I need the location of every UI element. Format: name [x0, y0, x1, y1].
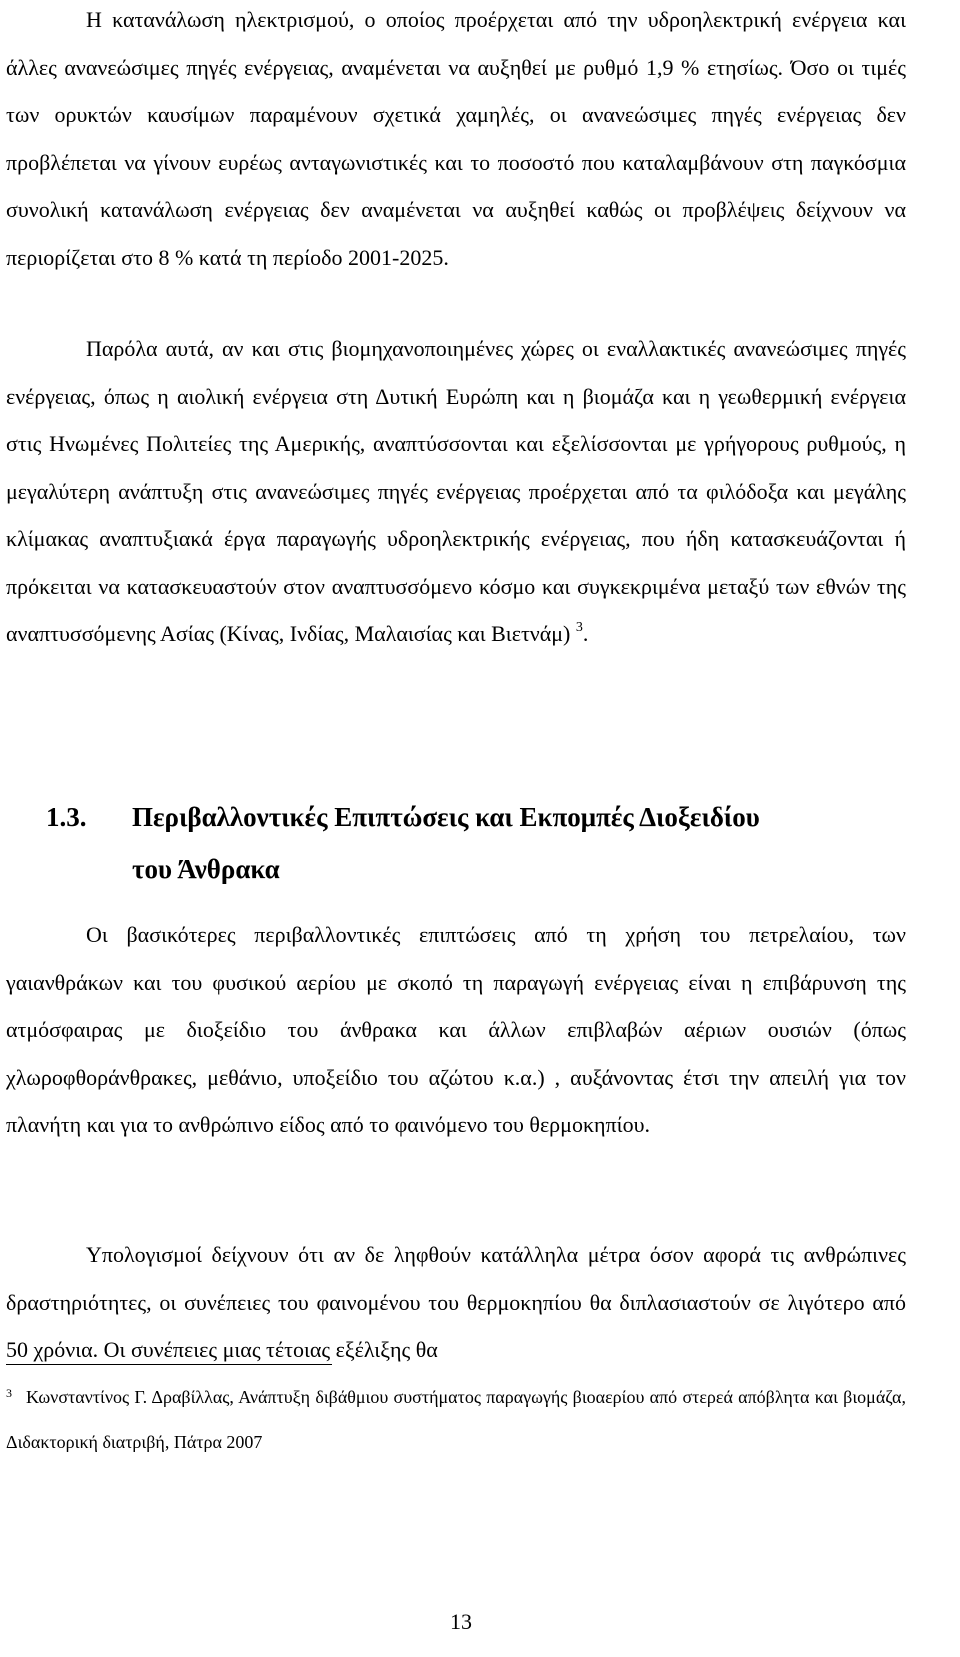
paragraph-electricity-consumption — [6, 0, 906, 281]
paragraph-text: Η κατανάλωση ηλεκτρισμού, ο οποίος προέρχεται από την υδροηλεκτρική ενέργεια και άλλες ανανεώσιμες πηγές ενέργειας, αναμένεται να αυξηθεί με ρυθμό 1,9 % ετησίως. Όσο οι τιμές των ορυκτών καυσίμων παραμένουν σχετικά χαμηλές, οι ανανεώσιμες πηγές ενέργειας δεν προβλέπεται να γίνουν ευρέως ανταγωνιστικές και το ποσοστό που καταλαμβάνουν στη παγκόσμια συνολική κατανάλωση ενέργειας δεν αναμένεται να αυξηθεί καθώς οι προβλέψεις δείχνουν να περιορίζεται στο 8 % κατά τη περίοδο 2001-2025. — [6, 7, 906, 270]
paragraph-environmental-impacts — [6, 911, 906, 1149]
paragraph-renewables-growth — [6, 325, 906, 658]
footnote — [6, 1375, 906, 1465]
paragraph-text: Υπολογισμοί δείχνουν ότι αν δε ληφθούν κατάλληλα μέτρα όσον αφορά τις ανθρώπινες δραστηριότητες, οι συνέπειες του φαινομένου του θερμοκηπίου θα διπλασιαστούν σε λιγότερο από 50 χρόνια. Οι συνέπειες μιας τέτοιας εξέλιξης θα — [6, 1242, 906, 1362]
footnote-text: Κωνσταντίνος Γ. Δραβίλλας, Ανάπτυξη διβάθμιου συστήματος παραγωγής βιοαερίου από στερεά απόβλητα και βιομάζα, Διδακτορική διατριβή, Πάτρα 2007 — [6, 1387, 906, 1452]
section-title-line2: του Άνθρακα — [132, 854, 280, 884]
section-title-line1: Περιβαλλοντικές Επιπτώσεις και Εκπομπές Διοξειδίου — [132, 802, 760, 832]
footnote-reference[interactable]: 3 — [575, 620, 583, 635]
section-heading — [46, 791, 906, 895]
footnote-mark: 3 — [6, 1386, 12, 1400]
page-number: 13 — [450, 1609, 472, 1634]
paragraph-end-punctuation: . — [582, 621, 589, 646]
section-number: 1.3. — [46, 802, 87, 832]
paragraph-greenhouse-projection — [6, 1231, 906, 1374]
paragraph-text: Παρόλα αυτά, αν και στις βιομηχανοποιημένες χώρες οι εναλλακτικές ανανεώσιμες πηγές ενέργειας, όπως η αιολική ενέργεια στη Δυτική Ευρώπη και η βιομάζα και η γεωθερμική ενέργεια στις Ηνωμένες Πολιτείες της Αμερικής, αναπτύσσονται και εξελίσσονται με γρήγορους ρυθμούς, η μεγαλύτερη ανάπτυξη στις ανανεώσιμες πηγές ενέργειας προέρχεται από τα φιλόδοξα και μεγάλης κλίμακας αναπτυξιακά έργα παραγωγής υδροηλεκτρικής ενέργειας, που ήδη κατασκευάζονται ή πρόκειται να κατασκευαστούν στον αναπτυσσόμενο κόσμο και συγκεκριμένα μεταξύ των εθνών της αναπτυσσόμενης Ασίας (Κίνας, Ινδίας, Μαλαισίας και Βιετνάμ) — [6, 336, 906, 646]
footnote-separator — [6, 1364, 332, 1365]
paragraph-text: Οι βασικότερες περιβαλλοντικές επιπτώσεις από τη χρήση του πετρελαίου, των γαιανθράκων και του φυσικού αερίου με σκοπό τη παραγωγή ενέργειας είναι η επιβάρυνση της ατμόσφαιρας με διοξείδιο του άνθρακα και άλλων επιβλαβών αέριων ουσιών (όπως χλωροφθοράνθρακες, μεθάνιο, υποξείδιο του αζώτου κ.α.) , αυξάνοντας έτσι την απειλή για τον πλανήτη και για το ανθρώπινο είδος από το φαινόμενο του θερμοκηπίου. — [6, 922, 906, 1137]
